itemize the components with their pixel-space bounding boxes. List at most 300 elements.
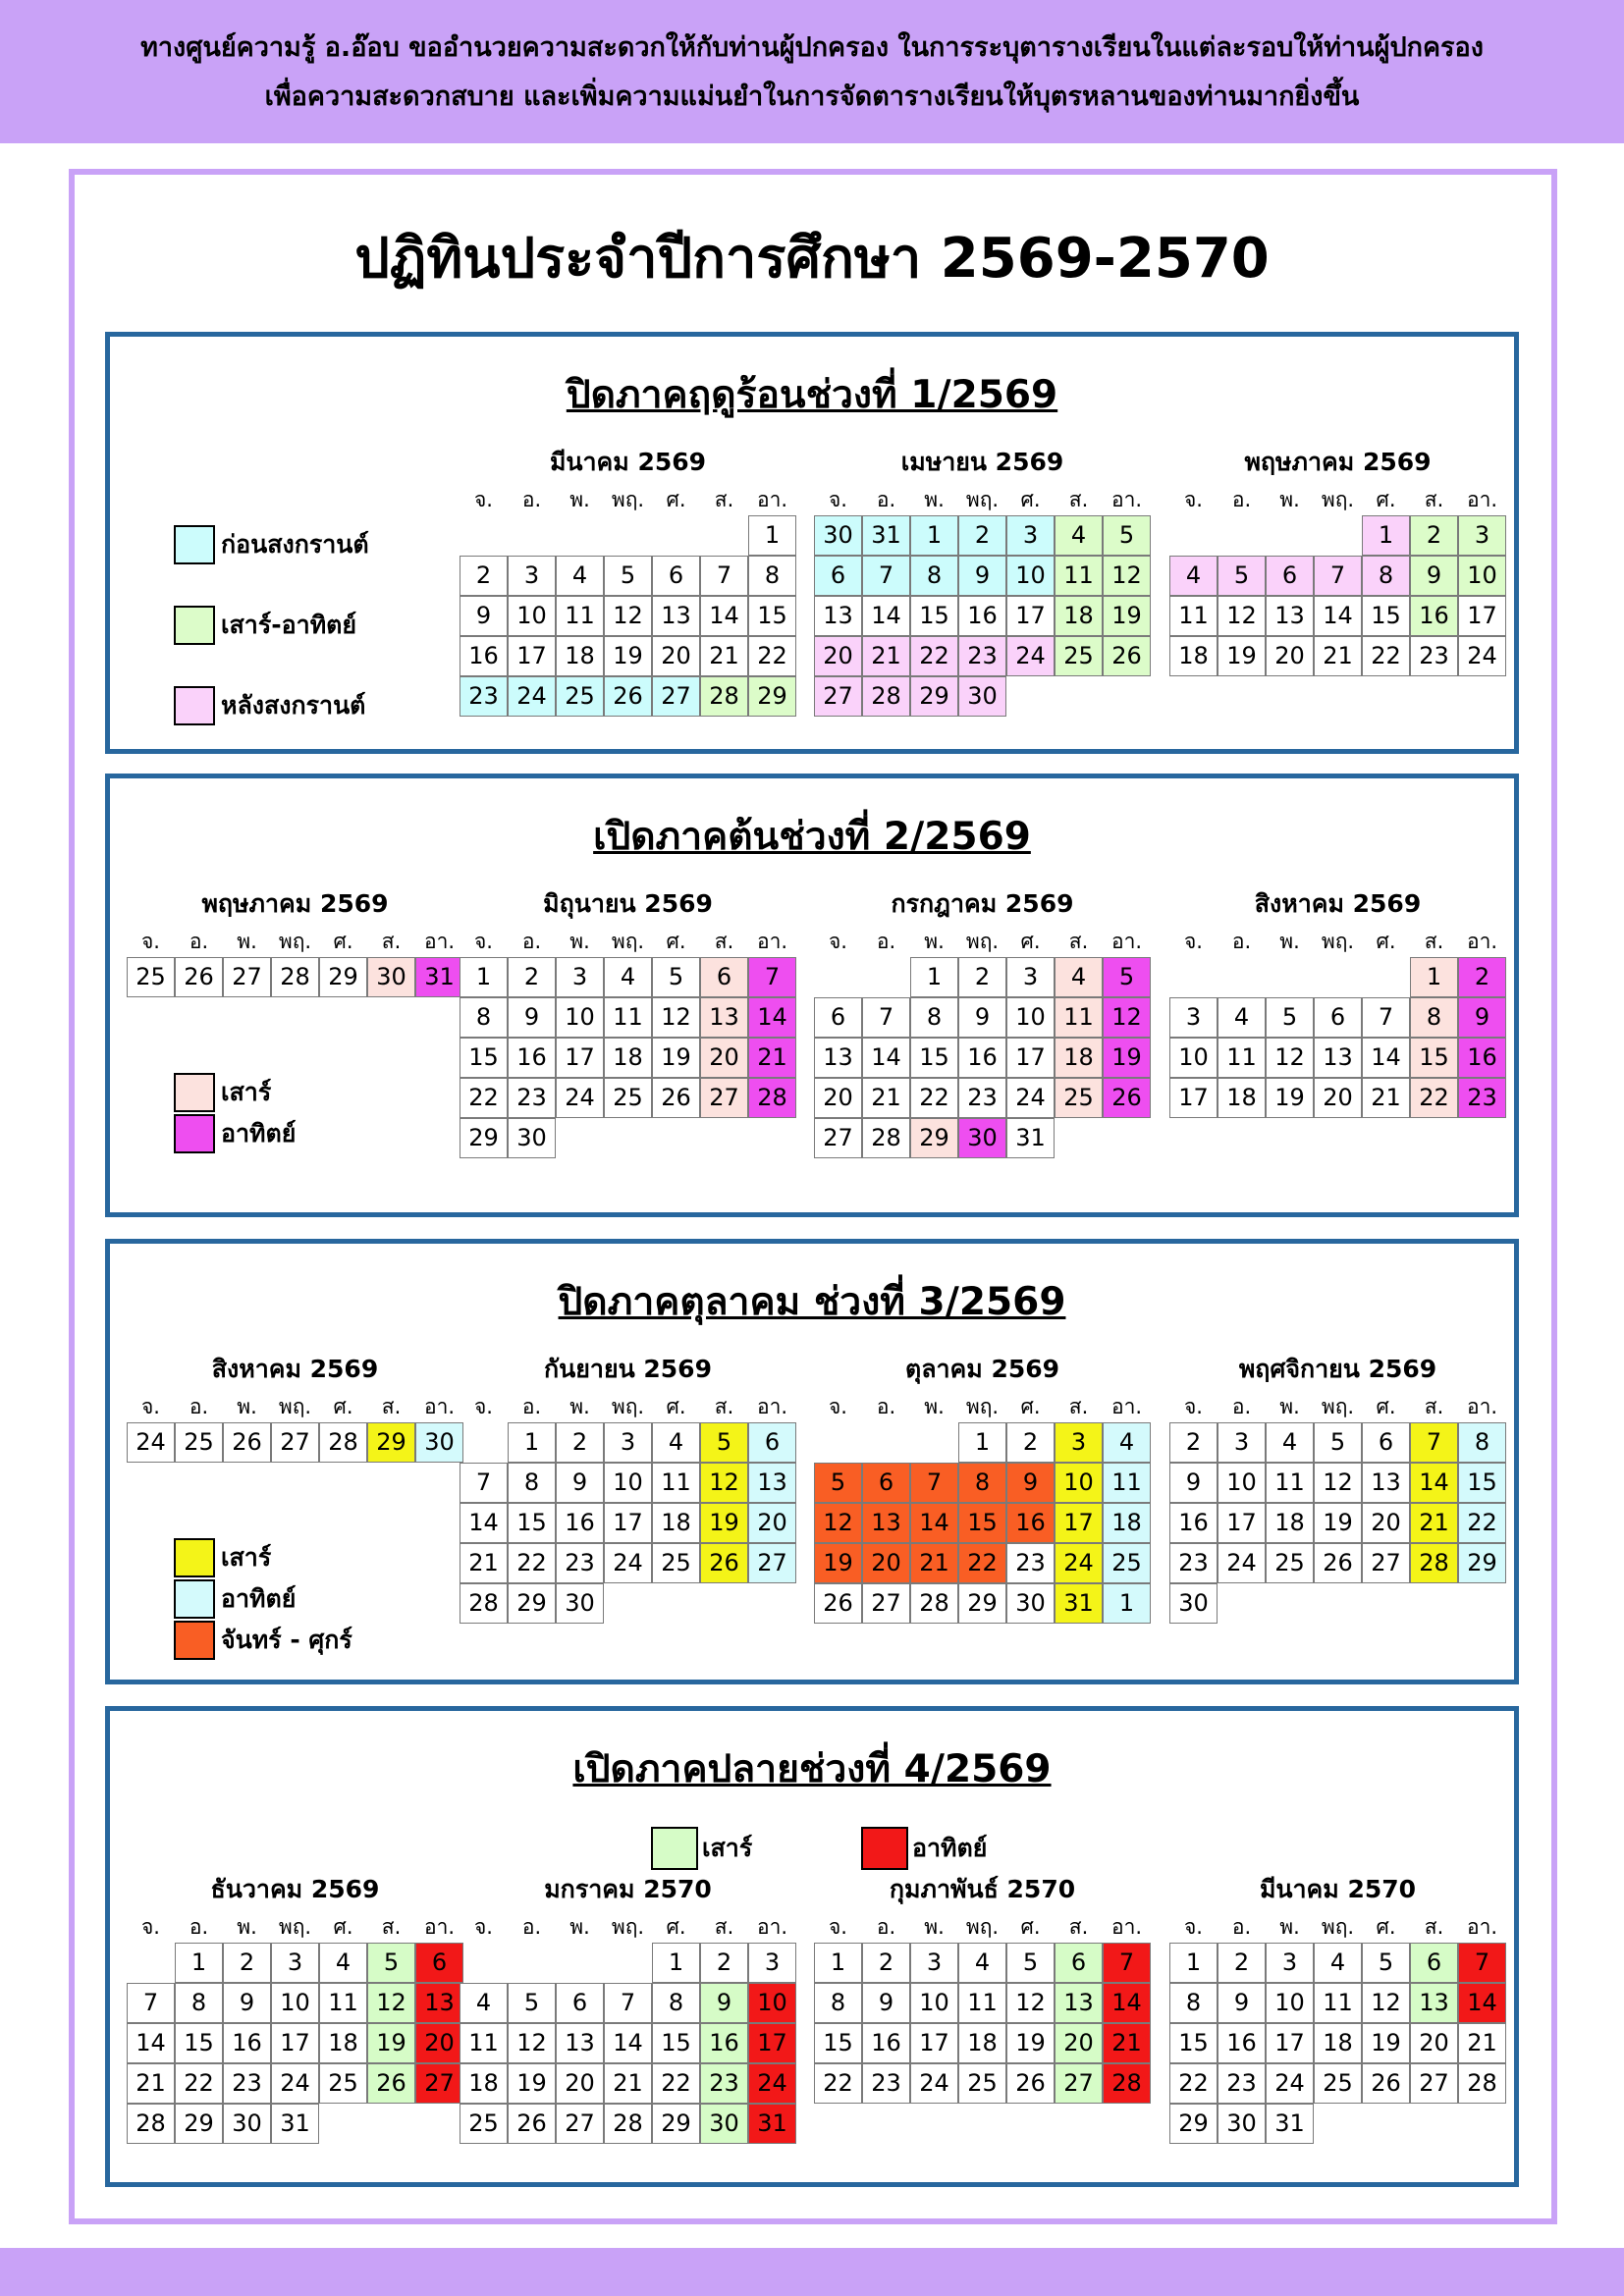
weekday-label: พฤ. <box>611 930 645 953</box>
day-cell: 12 <box>1314 1463 1362 1503</box>
weekday-label: พฤ. <box>965 930 1000 953</box>
day-cell: 18 <box>1266 1503 1314 1543</box>
day-cell: 6 <box>1362 1422 1410 1463</box>
day-cell: 14 <box>1314 596 1362 636</box>
day-cell: 22 <box>1410 1078 1458 1118</box>
weekday-label: ส. <box>381 930 402 953</box>
weekday-label: จ. <box>829 1395 847 1418</box>
weekday-label: จ. <box>474 1915 493 1939</box>
day-cell: 28 <box>1410 1543 1458 1583</box>
day-cell: 2 <box>460 556 508 596</box>
day-cell: 30 <box>415 1422 463 1463</box>
month-title: ตุลาคม 2569 <box>904 1355 1060 1383</box>
day-cell: 16 <box>460 636 508 676</box>
day-cell: 19 <box>814 1543 862 1583</box>
page-title: ปฏิทินประจำปีการศึกษา 2569-2570 <box>354 227 1270 291</box>
weekday-label: จ. <box>1184 488 1203 511</box>
day-cell: 21 <box>1314 636 1362 676</box>
day-cell: 26 <box>700 1543 748 1583</box>
weekday-label: อา. <box>1110 488 1143 511</box>
day-cell: 3 <box>910 1943 958 1983</box>
day-cell: 17 <box>508 636 556 676</box>
weekday-label: อ. <box>1231 1915 1252 1939</box>
weekday-label: อ. <box>876 1915 896 1939</box>
day-cell: 30 <box>367 957 415 997</box>
day-cell: 21 <box>910 1543 958 1583</box>
legend-swatch <box>174 1538 215 1577</box>
day-cell: 5 <box>652 957 700 997</box>
weekday-label: ส. <box>1424 930 1444 953</box>
day-cell: 15 <box>652 2023 700 2063</box>
day-cell: 11 <box>958 1983 1006 2023</box>
weekday-label: ส. <box>1068 1915 1089 1939</box>
day-cell: 15 <box>958 1503 1006 1543</box>
day-cell: 5 <box>1266 997 1314 1038</box>
legend-swatch <box>174 1579 215 1619</box>
day-cell: 11 <box>556 596 604 636</box>
day-cell: 26 <box>175 957 223 997</box>
weekday-label: อ. <box>189 930 209 953</box>
day-cell: 30 <box>223 2104 271 2144</box>
day-cell: 26 <box>652 1078 700 1118</box>
weekday-label: อา. <box>756 1915 788 1939</box>
day-cell: 18 <box>556 636 604 676</box>
day-cell: 23 <box>460 676 508 717</box>
day-cell: 25 <box>958 2063 1006 2104</box>
day-cell: 20 <box>1314 1078 1362 1118</box>
day-cell: 3 <box>1006 957 1055 997</box>
month-title: เมษายน 2569 <box>900 448 1064 476</box>
day-cell: 22 <box>460 1078 508 1118</box>
day-cell: 6 <box>862 1463 910 1503</box>
weekday-label: พ. <box>237 930 257 953</box>
month-title: มิถุนายน 2569 <box>543 889 713 918</box>
weekday-label: พฤ. <box>278 1395 312 1418</box>
day-cell: 24 <box>604 1543 652 1583</box>
day-cell: 17 <box>1169 1078 1218 1118</box>
weekday-label: อ. <box>521 1915 542 1939</box>
day-cell: 25 <box>127 957 175 997</box>
day-cell: 6 <box>700 957 748 997</box>
day-cell: 13 <box>1266 596 1314 636</box>
day-cell: 21 <box>862 1078 910 1118</box>
weekday-label: อา. <box>756 488 788 511</box>
month-title: กันยายน 2569 <box>544 1355 712 1383</box>
day-cell: 20 <box>1410 2023 1458 2063</box>
day-cell: 4 <box>652 1422 700 1463</box>
day-cell: 30 <box>1169 1583 1218 1624</box>
day-cell: 7 <box>1103 1943 1151 1983</box>
day-cell: 22 <box>1362 636 1410 676</box>
day-cell: 1 <box>1410 957 1458 997</box>
weekday-label: อ. <box>521 1395 542 1418</box>
day-cell: 8 <box>652 1983 700 2023</box>
day-cell: 17 <box>910 2023 958 2063</box>
day-cell: 19 <box>700 1503 748 1543</box>
legend-swatch <box>174 1073 215 1112</box>
day-cell: 21 <box>604 2063 652 2104</box>
day-cell: 10 <box>748 1983 796 2023</box>
month-title: สิงหาคม 2569 <box>211 1355 379 1383</box>
day-cell: 11 <box>1169 596 1218 636</box>
day-cell: 22 <box>910 1078 958 1118</box>
weekday-label: ส. <box>1424 488 1444 511</box>
day-cell: 30 <box>814 515 862 556</box>
day-cell: 24 <box>910 2063 958 2104</box>
day-cell: 13 <box>1362 1463 1410 1503</box>
day-cell: 16 <box>1169 1503 1218 1543</box>
section-title: ปิดภาคฤดูร้อนช่วงที่ 1/2569 <box>566 373 1058 417</box>
day-cell: 15 <box>508 1503 556 1543</box>
day-cell: 11 <box>1103 1463 1151 1503</box>
weekday-label: อ. <box>1231 930 1252 953</box>
weekday-label: จ. <box>141 1395 160 1418</box>
weekday-label: จ. <box>474 488 493 511</box>
day-cell: 27 <box>556 2104 604 2144</box>
day-cell: 10 <box>1006 997 1055 1038</box>
day-cell: 3 <box>556 957 604 997</box>
weekday-label: ส. <box>1068 1395 1089 1418</box>
month-title: มีนาคม 2569 <box>549 448 707 476</box>
weekday-label: พฤ. <box>611 1915 645 1939</box>
day-cell: 27 <box>1410 2063 1458 2104</box>
weekday-label: ส. <box>714 930 734 953</box>
day-cell: 10 <box>556 997 604 1038</box>
day-cell: 5 <box>700 1422 748 1463</box>
weekday-label: ศ. <box>1020 930 1041 953</box>
day-cell: 19 <box>508 2063 556 2104</box>
day-cell: 28 <box>910 1583 958 1624</box>
weekday-label: พฤ. <box>965 1915 1000 1939</box>
day-cell: 27 <box>1362 1543 1410 1583</box>
day-cell: 11 <box>460 2023 508 2063</box>
month-title: พฤษภาคม 2569 <box>1244 448 1432 476</box>
day-cell: 25 <box>319 2063 367 2104</box>
day-cell: 22 <box>748 636 796 676</box>
weekday-label: พ. <box>569 488 590 511</box>
day-cell: 23 <box>958 1078 1006 1118</box>
day-cell: 15 <box>1458 1463 1506 1503</box>
weekday-label: พ. <box>237 1395 257 1418</box>
day-cell: 27 <box>862 1583 910 1624</box>
day-cell: 20 <box>814 636 862 676</box>
day-cell: 27 <box>652 676 700 717</box>
day-cell: 23 <box>1169 1543 1218 1583</box>
weekday-label: พ. <box>237 1915 257 1939</box>
day-cell: 9 <box>700 1983 748 2023</box>
weekday-label: ศ. <box>333 930 353 953</box>
day-cell: 4 <box>1266 1422 1314 1463</box>
day-cell: 6 <box>1055 1943 1103 1983</box>
legend-label: เสาร์ <box>221 1078 272 1106</box>
day-cell: 28 <box>1458 2063 1506 2104</box>
section-4 <box>105 1706 1519 2187</box>
day-cell: 26 <box>1006 2063 1055 2104</box>
day-cell: 23 <box>700 2063 748 2104</box>
day-cell: 12 <box>508 2023 556 2063</box>
day-cell: 29 <box>1169 2104 1218 2144</box>
day-cell: 7 <box>1314 556 1362 596</box>
weekday-label: พฤ. <box>278 930 312 953</box>
day-cell: 3 <box>1266 1943 1314 1983</box>
weekday-label: พ. <box>1279 488 1300 511</box>
day-cell: 16 <box>958 1038 1006 1078</box>
day-cell: 29 <box>1458 1543 1506 1583</box>
day-cell: 18 <box>604 1038 652 1078</box>
day-cell: 17 <box>604 1503 652 1543</box>
weekday-label: จ. <box>141 930 160 953</box>
weekday-label: พ. <box>569 930 590 953</box>
day-cell: 29 <box>367 1422 415 1463</box>
day-cell: 18 <box>1055 596 1103 636</box>
day-cell: 12 <box>1103 997 1151 1038</box>
day-cell: 23 <box>223 2063 271 2104</box>
day-cell: 20 <box>862 1543 910 1583</box>
day-cell: 1 <box>508 1422 556 1463</box>
day-cell: 27 <box>748 1543 796 1583</box>
weekday-label: ศ. <box>1020 1395 1041 1418</box>
day-cell: 13 <box>1314 1038 1362 1078</box>
day-cell: 2 <box>223 1943 271 1983</box>
day-cell: 28 <box>127 2104 175 2144</box>
weekday-label: อ. <box>189 1395 209 1418</box>
day-cell: 1 <box>748 515 796 556</box>
day-cell: 20 <box>814 1078 862 1118</box>
weekday-label: พ. <box>924 930 945 953</box>
day-cell: 24 <box>508 676 556 717</box>
day-cell: 19 <box>1362 2023 1410 2063</box>
day-cell: 16 <box>1410 596 1458 636</box>
day-cell: 11 <box>1218 1038 1266 1078</box>
day-cell: 4 <box>1218 997 1266 1038</box>
day-cell: 7 <box>1362 997 1410 1038</box>
day-cell: 29 <box>508 1583 556 1624</box>
day-cell: 31 <box>862 515 910 556</box>
day-cell: 21 <box>700 636 748 676</box>
weekday-label: ศ. <box>1376 930 1396 953</box>
day-cell: 15 <box>910 1038 958 1078</box>
day-cell: 25 <box>652 1543 700 1583</box>
day-cell: 20 <box>1266 636 1314 676</box>
weekday-label: พฤ. <box>1321 1915 1355 1939</box>
day-cell: 2 <box>1169 1422 1218 1463</box>
day-cell: 9 <box>862 1983 910 2023</box>
day-cell: 13 <box>700 997 748 1038</box>
day-cell: 10 <box>1169 1038 1218 1078</box>
month-title: พฤศจิกายน 2569 <box>1238 1355 1437 1383</box>
weekday-label: ศ. <box>1020 488 1041 511</box>
weekday-label: อา. <box>756 1395 788 1418</box>
day-cell: 13 <box>415 1983 463 2023</box>
day-cell: 23 <box>1410 636 1458 676</box>
day-cell: 29 <box>748 676 796 717</box>
day-cell: 28 <box>748 1078 796 1118</box>
day-cell: 30 <box>958 676 1006 717</box>
day-cell: 18 <box>1218 1078 1266 1118</box>
day-cell: 4 <box>556 556 604 596</box>
day-cell: 14 <box>604 2023 652 2063</box>
weekday-label: อ. <box>521 930 542 953</box>
day-cell: 20 <box>1055 2023 1103 2063</box>
month-title: กรกฎาคม 2569 <box>891 889 1074 918</box>
day-cell: 19 <box>367 2023 415 2063</box>
section-3 <box>105 1239 1519 1684</box>
day-cell: 3 <box>1218 1422 1266 1463</box>
day-cell: 16 <box>556 1503 604 1543</box>
day-cell: 11 <box>1055 997 1103 1038</box>
day-cell: 24 <box>1458 636 1506 676</box>
day-cell: 19 <box>604 636 652 676</box>
day-cell: 29 <box>958 1583 1006 1624</box>
day-cell: 24 <box>1055 1543 1103 1583</box>
day-cell: 4 <box>319 1943 367 1983</box>
day-cell: 24 <box>1006 1078 1055 1118</box>
legend-swatch <box>861 1827 908 1870</box>
day-cell: 27 <box>814 1118 862 1158</box>
weekday-label: ศ. <box>666 930 686 953</box>
day-cell: 27 <box>223 957 271 997</box>
day-cell: 14 <box>862 1038 910 1078</box>
day-cell: 15 <box>1362 596 1410 636</box>
day-cell: 26 <box>1103 1078 1151 1118</box>
day-cell: 16 <box>1218 2023 1266 2063</box>
weekday-label: พฤ. <box>965 488 1000 511</box>
weekday-label: พ. <box>924 1395 945 1418</box>
day-cell: 20 <box>556 2063 604 2104</box>
day-cell: 8 <box>910 556 958 596</box>
day-cell: 16 <box>1006 1503 1055 1543</box>
day-cell: 17 <box>748 2023 796 2063</box>
day-cell: 13 <box>862 1503 910 1543</box>
day-cell: 20 <box>1362 1503 1410 1543</box>
day-cell: 4 <box>604 957 652 997</box>
day-cell: 12 <box>1218 596 1266 636</box>
day-cell: 4 <box>1055 515 1103 556</box>
month-title: พฤษภาคม 2569 <box>201 889 389 918</box>
weekday-label: ส. <box>714 488 734 511</box>
weekday-label: อ. <box>189 1915 209 1939</box>
day-cell: 5 <box>1218 556 1266 596</box>
day-cell: 4 <box>1314 1943 1362 1983</box>
day-cell: 26 <box>1103 636 1151 676</box>
day-cell: 2 <box>1410 515 1458 556</box>
weekday-label: จ. <box>141 1915 160 1939</box>
day-cell: 8 <box>1458 1422 1506 1463</box>
day-cell: 11 <box>319 1983 367 2023</box>
day-cell: 3 <box>1055 1422 1103 1463</box>
weekday-label: อา. <box>1110 1915 1143 1939</box>
day-cell: 8 <box>508 1463 556 1503</box>
day-cell: 18 <box>958 2023 1006 2063</box>
day-cell: 5 <box>508 1983 556 2023</box>
day-cell: 8 <box>814 1983 862 2023</box>
day-cell: 9 <box>1218 1983 1266 2023</box>
day-cell: 28 <box>1103 2063 1151 2104</box>
day-cell: 1 <box>175 1943 223 1983</box>
day-cell: 9 <box>223 1983 271 2023</box>
day-cell: 13 <box>814 596 862 636</box>
weekday-label: จ. <box>1184 1395 1203 1418</box>
day-cell: 5 <box>814 1463 862 1503</box>
day-cell: 11 <box>652 1463 700 1503</box>
legend-swatch <box>174 1621 215 1660</box>
section-1 <box>105 332 1519 754</box>
day-cell: 9 <box>1458 997 1506 1038</box>
day-cell: 7 <box>862 556 910 596</box>
day-cell: 18 <box>319 2023 367 2063</box>
day-cell: 11 <box>604 997 652 1038</box>
weekday-label: ส. <box>714 1395 734 1418</box>
day-cell: 11 <box>1055 556 1103 596</box>
day-cell: 6 <box>652 556 700 596</box>
day-cell: 3 <box>1006 515 1055 556</box>
weekday-label: อ. <box>876 488 896 511</box>
day-cell: 10 <box>910 1983 958 2023</box>
day-cell: 23 <box>556 1543 604 1583</box>
day-cell: 29 <box>460 1118 508 1158</box>
day-cell: 23 <box>958 636 1006 676</box>
day-cell: 26 <box>814 1583 862 1624</box>
day-cell: 15 <box>1410 1038 1458 1078</box>
day-cell: 17 <box>1266 2023 1314 2063</box>
weekday-label: พ. <box>1279 1395 1300 1418</box>
day-cell: 1 <box>910 515 958 556</box>
weekday-label: พฤ. <box>611 1395 645 1418</box>
day-cell: 2 <box>862 1943 910 1983</box>
day-cell: 2 <box>556 1422 604 1463</box>
month-title: สิงหาคม 2569 <box>1254 889 1422 918</box>
weekday-label: ศ. <box>666 1915 686 1939</box>
weekday-label: อ. <box>521 488 542 511</box>
day-cell: 15 <box>460 1038 508 1078</box>
weekday-label: พ. <box>1279 930 1300 953</box>
day-cell: 19 <box>1314 1503 1362 1543</box>
day-cell: 14 <box>862 596 910 636</box>
legend-swatch <box>174 686 215 725</box>
day-cell: 13 <box>1410 1983 1458 2023</box>
day-cell: 9 <box>958 997 1006 1038</box>
day-cell: 1 <box>910 957 958 997</box>
day-cell: 24 <box>1218 1543 1266 1583</box>
weekday-label: พฤ. <box>1321 1395 1355 1418</box>
day-cell: 7 <box>1410 1422 1458 1463</box>
weekday-label: อา. <box>756 930 788 953</box>
day-cell: 13 <box>556 2023 604 2063</box>
day-cell: 22 <box>958 1543 1006 1583</box>
day-cell: 3 <box>1169 997 1218 1038</box>
day-cell: 28 <box>862 676 910 717</box>
day-cell: 12 <box>367 1983 415 2023</box>
day-cell: 31 <box>1266 2104 1314 2144</box>
day-cell: 25 <box>556 676 604 717</box>
day-cell: 31 <box>271 2104 319 2144</box>
weekday-label: ส. <box>714 1915 734 1939</box>
day-cell: 16 <box>223 2023 271 2063</box>
day-cell: 14 <box>127 2023 175 2063</box>
day-cell: 10 <box>1458 556 1506 596</box>
day-cell: 25 <box>1266 1543 1314 1583</box>
weekday-label: อา. <box>1466 1395 1498 1418</box>
day-cell: 2 <box>1218 1943 1266 1983</box>
weekday-label: พฤ. <box>965 1395 1000 1418</box>
day-cell: 2 <box>1458 957 1506 997</box>
day-cell: 2 <box>1006 1422 1055 1463</box>
weekday-label: จ. <box>829 930 847 953</box>
month-title: ธันวาคม 2569 <box>210 1875 380 1903</box>
day-cell: 19 <box>1218 636 1266 676</box>
day-cell: 1 <box>814 1943 862 1983</box>
day-cell: 8 <box>460 997 508 1038</box>
